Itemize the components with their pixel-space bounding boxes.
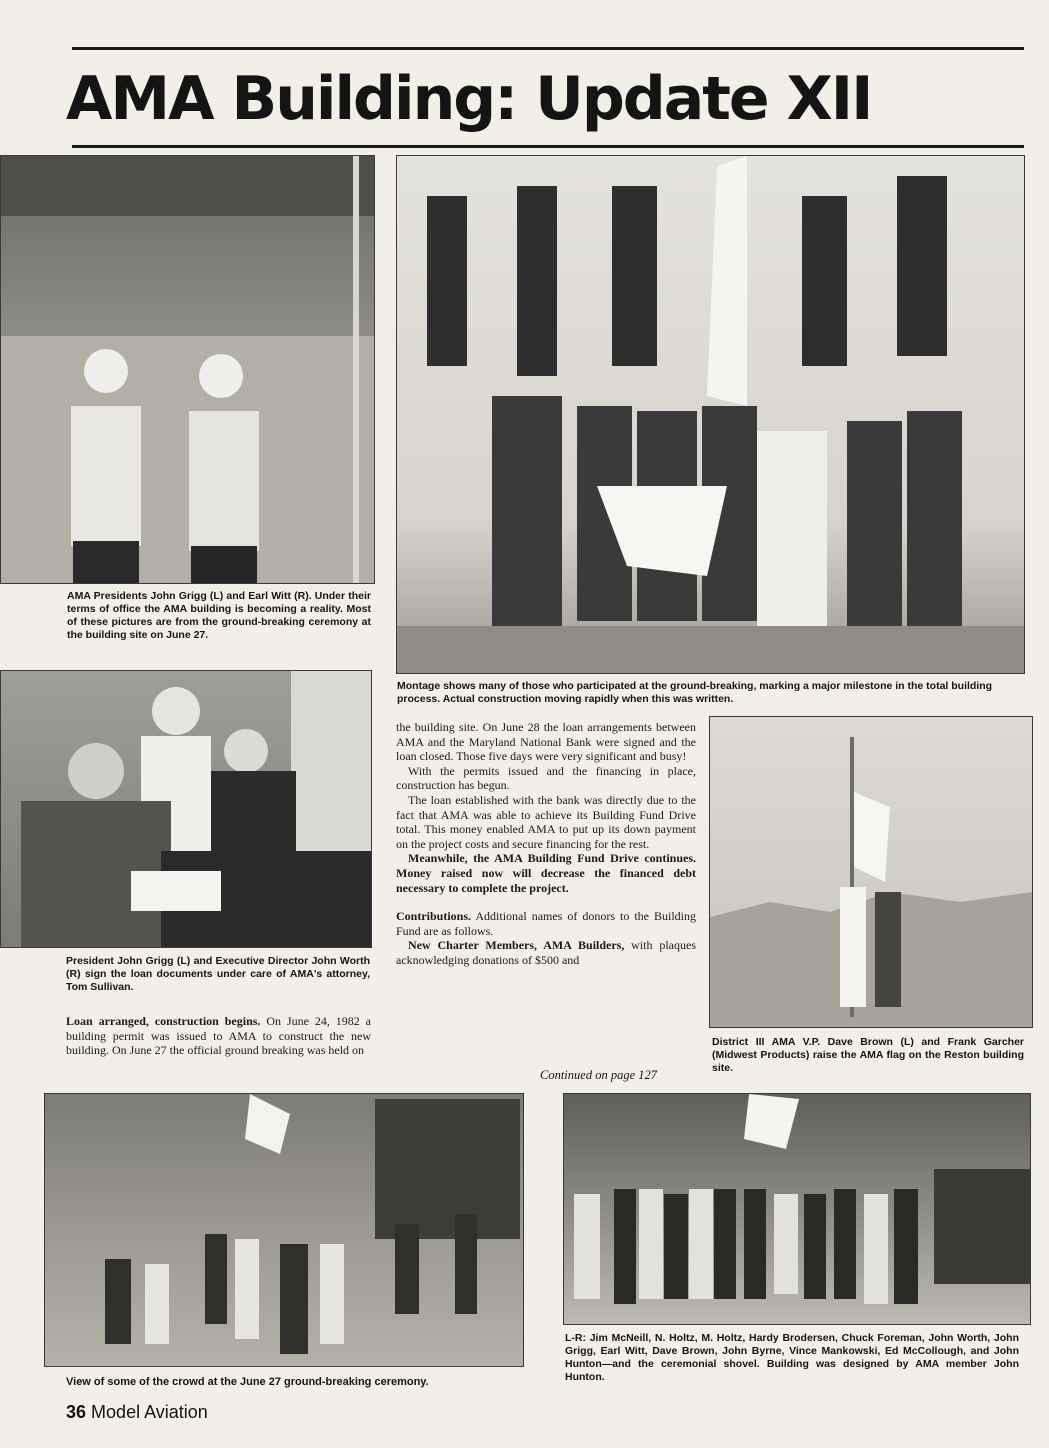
group-shovel-photo xyxy=(563,1093,1031,1325)
page-footer xyxy=(66,1402,208,1423)
article-column-2 xyxy=(396,720,696,968)
loan-signing-photo xyxy=(0,670,372,948)
continued-note: Continued on page 127 xyxy=(540,1068,658,1082)
article-column-1 xyxy=(66,1014,371,1058)
hard-hat-presidents-illustration xyxy=(1,156,374,583)
presidents-caption: AMA Presidents John Grigg (L) and Earl Witt (R). Under their terms of office the AMA building is becoming a reality. Most of these pictures are from the ground-breaking ceremony at the building site on June 27. xyxy=(67,590,371,641)
headline-underline-rule xyxy=(72,145,1024,148)
section-lead-charter-members: New Charter Members, AMA Builders, xyxy=(408,938,625,953)
signing-illustration xyxy=(1,671,371,947)
signing-caption: President John Grigg (L) and Executive Director John Worth (R) sign the loan documents under care of AMA's attorney, Tom Sullivan. xyxy=(66,955,370,993)
article-col1-text: On June 24, 1982 a building permit was issued to AMA to construct the new building. On June 27 the official ground breaking was held on xyxy=(66,1014,371,1058)
article-paragraph-bold: Meanwhile, the AMA Building Fund Drive continues. Money raised now will decrease the financed debt necessary to complete the project. xyxy=(396,851,696,895)
flag-caption: District III AMA V.P. Dave Brown (L) and Frank Garcher (Midwest Products) raise the AMA flag on the Reston building site. xyxy=(712,1036,1024,1074)
montage-caption: Montage shows many of those who participated at the ground-breaking, marking a major milestone in the total building process. Actual construction moving rapidly when this was written. xyxy=(397,680,993,705)
article-paragraph: With the permits issued and the financing in place, construction has begun. xyxy=(396,763,696,793)
article-paragraph: the building site. On June 28 the loan arrangements between AMA and the Maryland National Bank were signed and the loan closed. Those five days were very significant and busy! xyxy=(396,720,696,764)
montage-illustration xyxy=(397,156,1024,673)
section-lead-contributions: Contributions. xyxy=(396,909,472,924)
group-caption: L-R: Jim McNeill, N. Holtz, M. Holtz, Hardy Brodersen, Chuck Foreman, John Worth, John Grigg, Earl Witt, Dave Brown, John Byrne, Vince Mankowski, Ed McCollough, and John Hunton—and the ceremonial shovel. Building was designed by AMA member John Hunton. xyxy=(565,1332,1019,1383)
page-number: 36 xyxy=(66,1402,87,1422)
section-lead-loan-arranged: Loan arranged, construction begins. xyxy=(66,1014,261,1028)
article-col2-contributions-text: Additional names of donors to the Building Fund are as follows. xyxy=(396,909,696,938)
group-illustration xyxy=(564,1094,1030,1324)
top-rule xyxy=(72,47,1024,50)
flag-raising-photo xyxy=(709,716,1033,1028)
crowd-illustration xyxy=(45,1094,523,1366)
article-paragraph: The loan established with the bank was directly due to the fact that AMA was able to achieve its Building Fund Drive total. This money enabled AMA to put up its down payment on the project costs and secure financing for the rest. xyxy=(396,792,696,851)
flag-illustration xyxy=(710,717,1032,1027)
magazine-name: Model Aviation xyxy=(91,1402,208,1422)
hard-hat-presidents-photo xyxy=(0,155,375,584)
ground-breaking-montage-photo xyxy=(396,155,1025,674)
crowd-caption: View of some of the crowd at the June 27 ground-breaking ceremony. xyxy=(66,1376,429,1388)
headline: AMA Building: Update XII xyxy=(66,64,872,134)
crowd-photo xyxy=(44,1093,524,1367)
article-col2-charter-text: with plaques acknowledging donations of $500 and xyxy=(396,938,696,967)
